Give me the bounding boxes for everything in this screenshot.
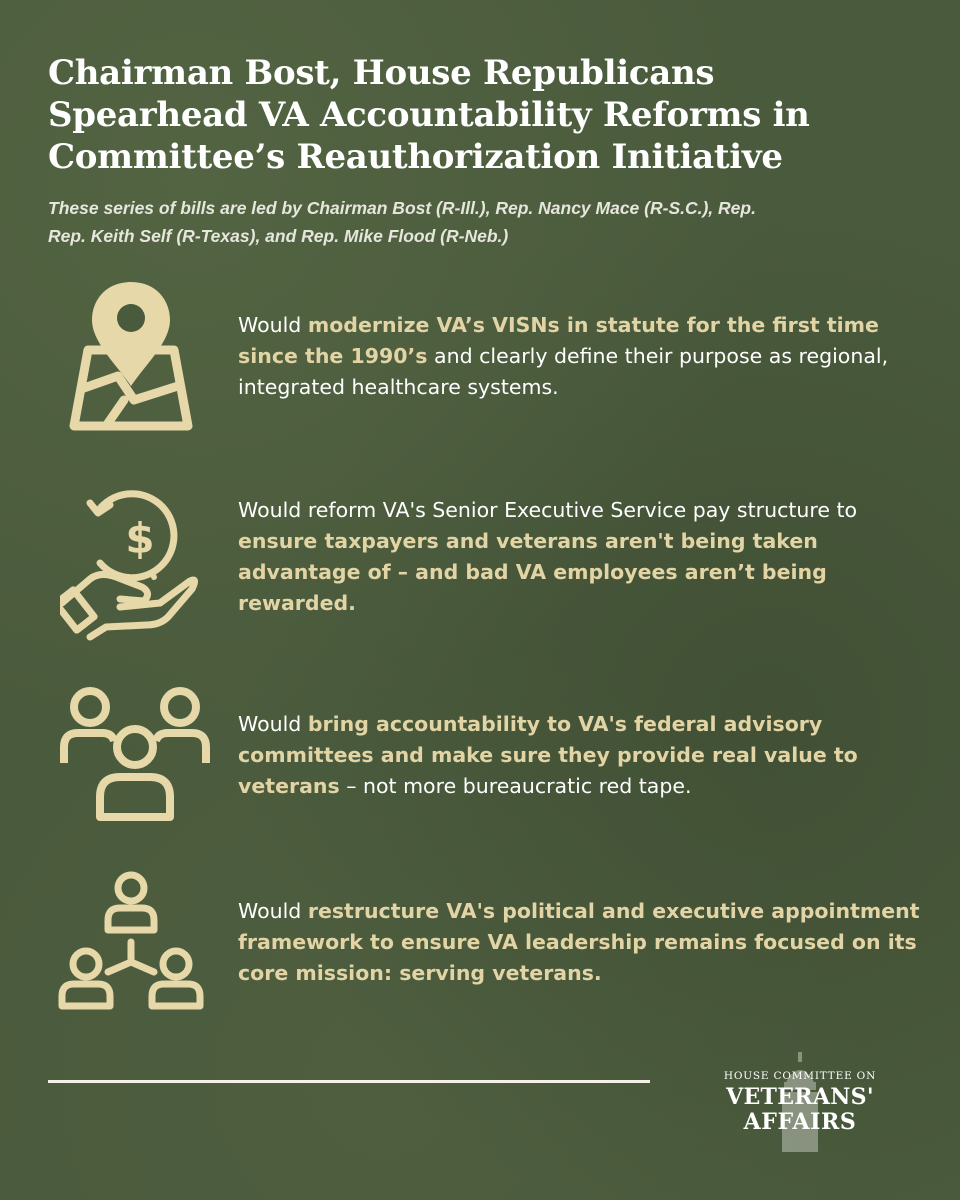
title-line-2: Spearhead VA Accountability Reforms in <box>48 95 810 135</box>
reform-item-text: Would bring accountability to VA's federal advisory committees and make sure they provide real value to veterans – not more bureaucratic red tape. <box>238 712 858 798</box>
subtitle-line-1: These series of bills are led by Chairman Bost (R-Ill.), Rep. Nancy Mace (R-S.C.), Rep. <box>48 198 756 218</box>
title-line-3: Committee’s Reauthorization Initiative <box>48 137 783 177</box>
title-line-1: Chairman Bost, House Republicans <box>48 53 715 93</box>
reform-item-text: Would reform VA's Senior Executive Service pay structure to ensure taxpayers and veterans aren't being taken advantage of – and bad VA employees aren’t being rewarded. <box>238 498 858 615</box>
group-icon <box>60 685 210 825</box>
logo-line-1: HOUSE COMMITTEE ON <box>723 1070 877 1082</box>
logo-line-2: VETERANS' <box>726 1084 874 1110</box>
page-title <box>48 52 928 178</box>
subtitle <box>48 194 928 250</box>
money-hand-icon <box>60 481 200 641</box>
logo-line-3: AFFAIRS <box>743 1109 857 1135</box>
reform-item-text: Would restructure VA's political and executive appointment framework to ensure VA leadership remains focused on its core mission: serving veterans. <box>238 899 920 985</box>
reform-item-text: Would modernize VA’s VISNs in statute for the first time since the 1990’s and clearly define their purpose as regional, integrated healthcare systems. <box>238 313 889 399</box>
committee-logo <box>700 1050 900 1160</box>
svg-text:$: $ <box>125 514 155 563</box>
subtitle-line-2: Rep. Keith Self (R-Texas), and Rep. Mike Flood (R-Neb.) <box>48 226 509 246</box>
network-people-icon <box>56 870 206 1020</box>
map-pin-icon <box>66 278 196 438</box>
footer-divider <box>48 1080 650 1083</box>
